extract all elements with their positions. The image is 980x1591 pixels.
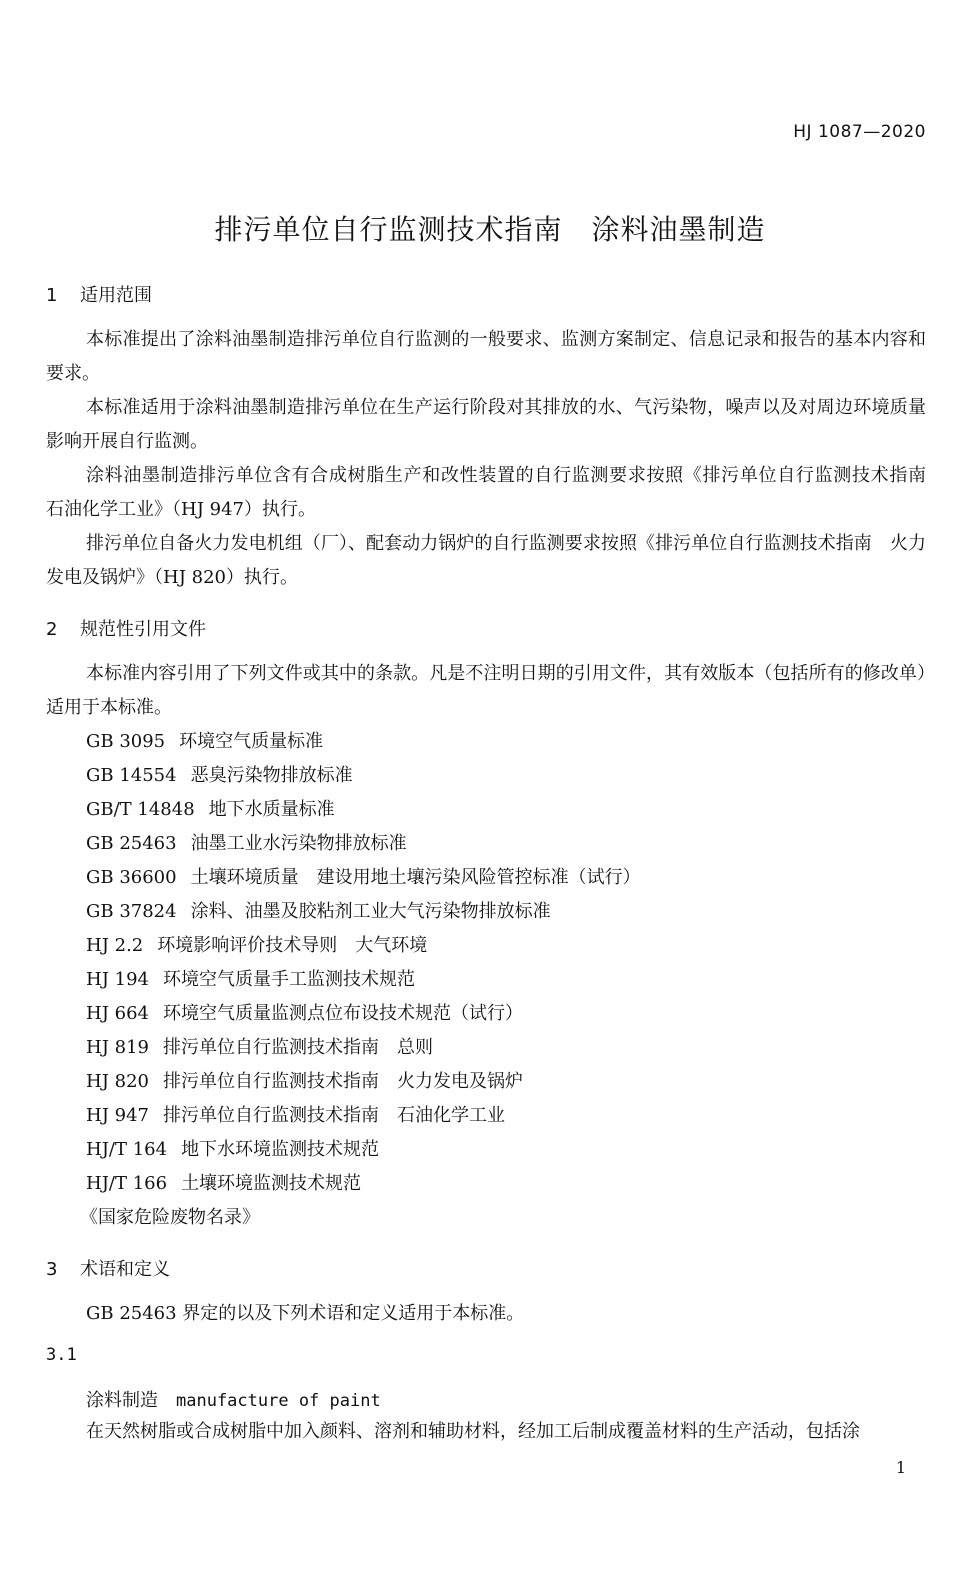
paragraph: GB 25463 界定的以及下列术语和定义适用于本标准。 bbox=[86, 1303, 525, 1324]
reference-name: 土壤环境监测技术规范 bbox=[181, 1173, 362, 1194]
reference-name: 油墨工业水污染物排放标准 bbox=[190, 833, 407, 854]
reference-item bbox=[86, 1133, 379, 1167]
reference-item bbox=[86, 861, 641, 895]
reference-item bbox=[86, 793, 335, 827]
reference-code: GB 36600 bbox=[86, 867, 177, 888]
document-number: HJ 1087—2020 bbox=[793, 122, 926, 142]
reference-item bbox=[86, 929, 427, 963]
section-heading-2 bbox=[46, 615, 206, 641]
paragraph: 涂料油墨制造排污单位含有合成树脂生产和改性装置的自行监测要求按照《排污单位自行监测技术指南 石油化学工业》（HJ 947）执行。 bbox=[46, 465, 944, 520]
reference-item bbox=[86, 963, 415, 997]
section-number: 3 bbox=[46, 1259, 58, 1280]
reference-code: HJ 819 bbox=[86, 1037, 149, 1058]
page-title: 排污单位自行监测技术指南 涂料油墨制造 bbox=[214, 213, 766, 246]
section-number: 2 bbox=[46, 619, 58, 640]
reference-name: 涂料、油墨及胶粘剂工业大气污染物排放标准 bbox=[190, 901, 551, 922]
reference-item bbox=[86, 895, 551, 929]
term-definition: 在天然树脂或合成树脂中加入颜料、溶剂和辅助材料，经加工后制成覆盖材料的生产活动，包括涂 bbox=[86, 1421, 860, 1442]
paragraph: 排污单位自备火力发电机组（厂）、配套动力锅炉的自行监测要求按照《排污单位自行监测技术指南 火力发电及锅炉》（HJ 820）执行。 bbox=[46, 533, 926, 588]
reference-code: HJ 194 bbox=[86, 969, 149, 990]
paragraph: 本标准内容引用了下列文件或其中的条款。凡是不注明日期的引用文件，其有效版本（包括所有的修改单）适用于本标准。 bbox=[46, 663, 926, 718]
reference-code: HJ 664 bbox=[86, 1003, 149, 1024]
reference-item bbox=[86, 1031, 433, 1065]
reference-code: HJ 820 bbox=[86, 1071, 149, 1092]
term-chinese: 涂料制造 bbox=[86, 1390, 158, 1411]
reference-name: 地下水环境监测技术规范 bbox=[181, 1139, 380, 1160]
reference-name: 环境空气质量标准 bbox=[179, 731, 324, 752]
reference-code: HJ/T 166 bbox=[86, 1173, 168, 1194]
reference-item bbox=[86, 997, 523, 1031]
section-title: 规范性引用文件 bbox=[80, 619, 206, 640]
section-heading-1 bbox=[46, 281, 152, 307]
reference-item bbox=[86, 1099, 505, 1133]
section-number: 1 bbox=[46, 285, 58, 306]
term-entry bbox=[86, 1386, 381, 1412]
reference-item bbox=[86, 725, 323, 759]
reference-name: 环境空气质量监测点位布设技术规范（试行） bbox=[163, 1003, 523, 1024]
term-english: manufacture of paint bbox=[176, 1391, 381, 1411]
reference-item bbox=[86, 1167, 361, 1201]
section-title: 适用范围 bbox=[80, 285, 152, 306]
reference-name: 环境影响评价技术导则 大气环境 bbox=[157, 935, 428, 956]
reference-code: GB 25463 bbox=[86, 833, 177, 854]
reference-code: HJ 947 bbox=[86, 1105, 149, 1126]
reference-code: GB/T 14848 bbox=[86, 799, 195, 820]
reference-name: 排污单位自行监测技术指南 火力发电及锅炉 bbox=[163, 1071, 523, 1092]
reference-name: 排污单位自行监测技术指南 总则 bbox=[163, 1037, 433, 1058]
reference-code: GB 3095 bbox=[86, 731, 166, 752]
reference-code: GB 14554 bbox=[86, 765, 177, 786]
reference-name: 土壤环境质量 建设用地土壤污染风险管控标准（试行） bbox=[190, 867, 641, 888]
reference-name: 地下水质量标准 bbox=[208, 799, 335, 820]
reference-catalog: 《国家危险废物名录》 bbox=[80, 1207, 260, 1228]
reference-code: GB 37824 bbox=[86, 901, 177, 922]
reference-code: HJ 2.2 bbox=[86, 935, 144, 956]
reference-name: 恶臭污染物排放标准 bbox=[190, 765, 353, 786]
reference-item bbox=[86, 827, 407, 861]
paragraph: 本标准适用于涂料油墨制造排污单位在生产运行阶段对其排放的水、气污染物，噪声以及对周边环境质量影响开展自行监测。 bbox=[46, 397, 926, 452]
section-title: 术语和定义 bbox=[80, 1259, 170, 1280]
page-number: 1 bbox=[895, 1458, 906, 1477]
reference-code: HJ/T 164 bbox=[86, 1139, 168, 1160]
reference-name: 排污单位自行监测技术指南 石油化学工业 bbox=[163, 1105, 505, 1126]
reference-name: 环境空气质量手工监测技术规范 bbox=[163, 969, 415, 990]
paragraph: 本标准提出了涂料油墨制造排污单位自行监测的一般要求、监测方案制定、信息记录和报告的基本内容和要求。 bbox=[46, 329, 926, 384]
section-heading-3 bbox=[46, 1255, 170, 1281]
reference-item bbox=[86, 1065, 523, 1099]
reference-item bbox=[86, 759, 353, 793]
subsection-number: 3.1 bbox=[46, 1345, 77, 1365]
